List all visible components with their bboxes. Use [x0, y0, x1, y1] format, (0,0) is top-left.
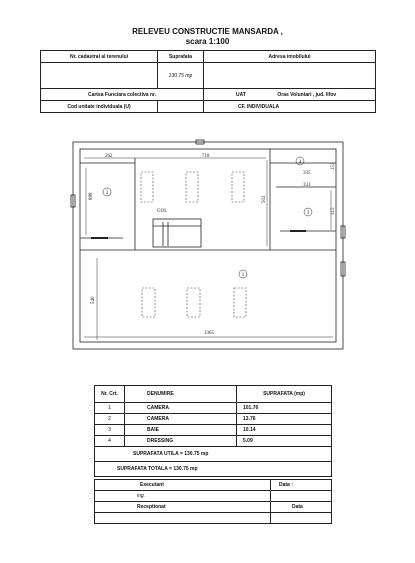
table-row	[95, 436, 332, 447]
adresa-header: Adresa imobilului	[204, 51, 376, 63]
room4-label: 4	[298, 160, 302, 165]
skylight	[187, 288, 200, 317]
dim-718: 718	[202, 154, 210, 159]
denumire-header: DENUMIRE	[125, 386, 237, 403]
nr-crt-header: Nr. Crt.	[95, 386, 125, 403]
row-nr: 4	[95, 436, 125, 447]
gol-label: GOL	[157, 209, 168, 214]
carte-funciara-label: Cartea Funciara colectiva nr.	[41, 89, 204, 101]
cf-individuala-label: CF. INDIVIDUALA	[204, 101, 376, 113]
uat-value: Oras Voluntari , jud. Ilfov	[277, 91, 337, 98]
skylight	[232, 172, 244, 202]
skylight	[234, 288, 246, 317]
executant-label: Executant	[95, 480, 271, 491]
dim-540: 540	[91, 296, 96, 304]
suprafata-mp-header: SUPRAFATA (mp)	[237, 386, 332, 403]
signature-table	[94, 479, 332, 524]
inner-wall	[80, 149, 336, 342]
skylight	[186, 172, 198, 202]
room2-label: 2	[105, 191, 109, 196]
row-area: 5.09	[237, 436, 332, 447]
document-title: RELEVEU CONSTRUCTIE MANSARDA ,	[132, 27, 283, 36]
row-area: 13.76	[237, 414, 332, 425]
skylight	[142, 288, 155, 317]
row-name: DRESSING	[125, 436, 237, 447]
table-row	[95, 403, 332, 414]
row-name: CAMERA	[125, 414, 237, 425]
suprafata-utila: SUPRAFATA UTILA = 130.75 mp	[95, 447, 332, 462]
dim-262: 262	[105, 154, 113, 159]
cod-unitate-label: Cod unitate individuala (U)	[41, 101, 158, 113]
suprafata-header: Suprafata	[158, 51, 204, 63]
data-value	[271, 491, 332, 502]
row-nr: 1	[95, 403, 125, 414]
skylight	[141, 172, 153, 202]
row-name: BAIE	[125, 425, 237, 436]
row-nr: 2	[95, 414, 125, 425]
dim-315: 315	[331, 207, 336, 215]
data-label-2: Data	[271, 502, 332, 513]
suprafata-value: 130.75 mp	[158, 63, 204, 89]
suprafata-totala: SUPRAFATA TOTALA = 130.75 mp	[95, 462, 332, 477]
rooms-table	[94, 385, 332, 477]
document-scale: scara 1:100	[185, 37, 230, 46]
uat-label: UAT	[236, 91, 246, 98]
table-row	[95, 414, 332, 425]
data-label: Data :	[271, 480, 332, 491]
dim-1365: 1365	[204, 331, 214, 336]
table-row	[95, 425, 332, 436]
row-area: 101.76	[237, 403, 332, 414]
dim-333: 333	[303, 183, 311, 188]
dim-888: 888	[89, 192, 94, 200]
data-value-2	[271, 513, 332, 524]
dim-335: 335	[303, 171, 311, 176]
executant-name: ing.	[95, 491, 271, 502]
receptionat-label: Receptionat	[95, 502, 271, 513]
row-nr: 3	[95, 425, 125, 436]
row-name: CAMERA	[125, 403, 237, 414]
receptionat-value	[95, 513, 271, 524]
dim-153: 153	[331, 162, 336, 170]
dim-502: 502	[262, 195, 267, 203]
room1-label: 1	[241, 273, 245, 278]
row-area: 10.14	[237, 425, 332, 436]
gol-opening	[153, 219, 201, 247]
room3-label: 3	[306, 211, 310, 216]
nr-cadastral-header: Nr. cadastral al terenului	[41, 51, 158, 63]
